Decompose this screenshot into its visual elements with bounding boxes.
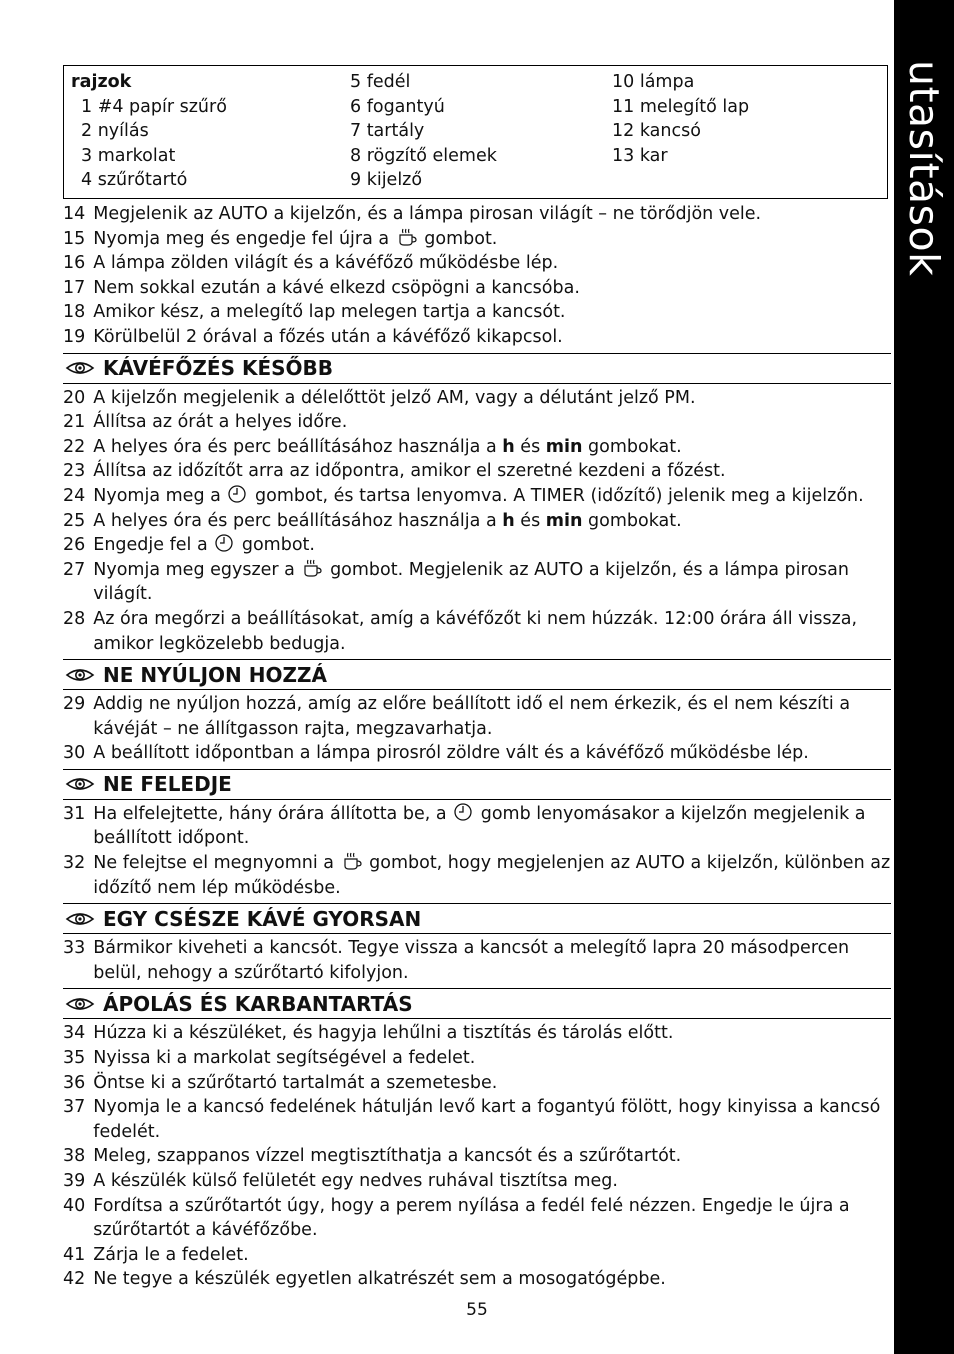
step-19	[63, 325, 891, 350]
part-item: 13 kar	[612, 145, 668, 166]
step-text	[93, 802, 891, 851]
step-text	[93, 558, 891, 607]
step-text: Megjelenik az AUTO a kijelzőn, és a lámpa pirosan világít – ne törődjön vele.	[93, 204, 762, 224]
step-text: Húzza ki a készüléket, és hagyja lehűlni a tisztítás és tárolás előtt.	[93, 1023, 674, 1044]
section-title: ÁPOLÁS ÉS KARBANTARTÁS	[103, 991, 413, 1016]
step-number: 35	[63, 1048, 86, 1069]
clock-icon	[454, 802, 473, 822]
step-18	[63, 300, 891, 325]
section-title: NE FELEDJE	[103, 772, 232, 797]
section-heading	[63, 353, 891, 384]
step-36	[63, 1071, 891, 1096]
step-number: 20	[63, 387, 86, 408]
part-item: 4 szűrőtartó	[81, 170, 188, 191]
side-tab-title	[894, 0, 954, 300]
section-title: EGY CSÉSZE KÁVÉ GYORSAN	[103, 906, 422, 931]
eye-icon	[65, 667, 95, 683]
step-33	[63, 936, 891, 985]
step-number: 36	[63, 1072, 86, 1093]
part-item: 9 kijelző	[350, 170, 423, 191]
step-text	[93, 851, 891, 900]
instructions-content	[63, 202, 891, 1292]
step-text-part: Nyomja meg egyszer a	[93, 559, 295, 580]
step-25	[63, 509, 891, 534]
coffee-cup-icon	[342, 851, 362, 871]
step-text: Öntse ki a szűrőtartó tartalmát a szemetesbe.	[93, 1072, 498, 1093]
step-15	[63, 227, 891, 252]
step-text: Állítsa az időzítőt arra az időpontra, amikor el szeretné kezdeni a főzést.	[93, 461, 726, 482]
step-number: 28	[63, 608, 86, 629]
eye-icon	[65, 776, 95, 792]
part-item: 3 markolat	[81, 145, 176, 166]
parts-heading: rajzok	[71, 72, 132, 92]
step-text-part: és	[520, 436, 541, 457]
step-text: A készülék külső felületét egy nedves ruhával tisztítsa meg.	[93, 1171, 618, 1191]
step-37	[63, 1095, 891, 1144]
step-text-part: és	[520, 510, 541, 531]
parts-column-1	[71, 70, 227, 193]
step-text: Ne tegye a készülék egyetlen alkatrészét sem a mosogatógépbe.	[93, 1269, 666, 1290]
step-text: Nem sokkal ezután a kávé elkezd csöpögni a kancsóba.	[93, 277, 580, 298]
step-number: 15	[63, 228, 86, 249]
step-27	[63, 558, 891, 607]
step-text: A beállított időpontban a lámpa pirosról zöldre vált és a kávéfőző működésbe lép.	[93, 743, 809, 764]
parts-column-2	[350, 70, 497, 193]
step-text-part: gombot. Megjelenik az AUTO a kijelzőn, és a lámpa pirosan világít.	[93, 559, 849, 605]
step-26	[63, 533, 891, 558]
step-text	[93, 484, 891, 509]
coffee-cup-icon	[397, 227, 417, 247]
step-text: A kijelzőn megjelenik a délelőttöt jelző AM, vagy a délutánt jelző PM.	[93, 387, 696, 408]
step-text: Zárja le a fedelet.	[93, 1244, 249, 1265]
step-text-part: gomb lenyomásakor a kijelzőn megjelenik a beállított időpont.	[93, 803, 866, 849]
step-21	[63, 410, 891, 435]
eye-icon	[65, 996, 95, 1012]
step-29	[63, 692, 891, 741]
step-31	[63, 802, 891, 851]
key-label: min	[545, 510, 583, 531]
step-text: Állítsa az órát a helyes időre.	[93, 412, 348, 433]
side-tab-label: utasítások	[900, 60, 948, 277]
step-30	[63, 741, 891, 766]
clock-icon	[228, 484, 247, 504]
step-35	[63, 1046, 891, 1071]
step-text-part: A helyes óra és perc beállításához használja a	[93, 436, 497, 457]
step-text: Az óra megőrzi a beállításokat, amíg a kávéfőzőt ki nem húzzák. 12:00 órára áll vissza, amikor legközelebb bedugja.	[93, 608, 858, 654]
step-22	[63, 435, 891, 460]
step-38	[63, 1144, 891, 1169]
step-number: 16	[63, 253, 86, 274]
step-text: Nyissa ki a markolat segítségével a fedelet.	[93, 1048, 476, 1069]
step-text-part: Nyomja meg a	[93, 485, 221, 506]
clock-icon	[215, 533, 234, 553]
step-number: 18	[63, 302, 86, 323]
part-item: 1 #4 papír szűrő	[81, 96, 227, 117]
step-text	[93, 435, 891, 460]
step-number: 17	[63, 277, 86, 298]
part-item: 6 fogantyú	[350, 96, 445, 117]
step-28	[63, 607, 891, 656]
part-item: 8 rögzítő elemek	[350, 145, 497, 166]
key-label: h	[502, 510, 515, 531]
step-number: 39	[63, 1171, 86, 1191]
step-number: 27	[63, 559, 86, 580]
part-item: 12 kancsó	[612, 121, 701, 142]
step-text-part: gombot.	[241, 535, 315, 556]
step-number: 40	[63, 1195, 86, 1216]
step-text: Fordítsa a szűrőtartót úgy, hogy a perem nyílása a fedél felé nézzen. Engedje le újra a szűrőtartót a kávéfőzőbe.	[93, 1195, 850, 1241]
section-heading	[63, 769, 891, 800]
step-number: 23	[63, 461, 86, 482]
step-number: 41	[63, 1244, 86, 1265]
step-text	[93, 533, 891, 558]
section-title: NE NYÚLJON HOZZÁ	[103, 662, 327, 687]
step-text: Nyomja le a kancsó fedelének hátulján levő kart a fogantyú fölött, hogy kinyissa a kancsó fedelét.	[93, 1097, 881, 1142]
step-text-part: A helyes óra és perc beállításához használja a	[93, 510, 497, 531]
page-number: 55	[466, 1300, 488, 1320]
step-40	[63, 1194, 891, 1243]
step-number: 19	[63, 326, 86, 347]
part-item: 10 lámpa	[612, 72, 695, 92]
step-24	[63, 484, 891, 509]
part-item: 5 fedél	[350, 72, 411, 92]
step-number: 31	[63, 803, 86, 824]
step-text-part: gombokat.	[588, 436, 682, 457]
step-text: A lámpa zölden világít és a kávéfőző működésbe lép.	[93, 253, 559, 274]
step-17	[63, 276, 891, 301]
step-number: 26	[63, 535, 86, 556]
step-number: 30	[63, 743, 86, 764]
step-14	[63, 202, 891, 227]
step-text-part: Ha elfelejtette, hány órára állította be, a	[93, 803, 447, 824]
key-label: min	[545, 436, 583, 457]
step-number: 38	[63, 1146, 86, 1167]
part-item: 2 nyílás	[81, 121, 149, 142]
step-text-part: gombokat.	[588, 510, 682, 531]
step-text-part: Ne felejtse el megnyomni a	[93, 853, 334, 874]
parts-column-3	[612, 70, 749, 168]
step-number: 22	[63, 436, 86, 457]
key-label: h	[502, 436, 515, 457]
step-text	[93, 227, 891, 252]
eye-icon	[65, 911, 95, 927]
step-32	[63, 851, 891, 900]
step-text-part: Nyomja meg és engedje fel újra a	[93, 228, 390, 249]
step-number: 33	[63, 938, 86, 959]
step-text: Addig ne nyúljon hozzá, amíg az előre beállított idő el nem érkezik, és el nem készíti a kávéját – ne állítgasson rajta, megzavarhatja.	[93, 694, 851, 739]
step-text: Amikor kész, a melegítő lap melegen tartja a kancsót.	[93, 302, 566, 323]
step-number: 34	[63, 1023, 86, 1044]
step-number: 14	[63, 204, 86, 224]
step-34	[63, 1021, 891, 1046]
step-20	[63, 386, 891, 411]
step-23	[63, 459, 891, 484]
step-text-part: gombot.	[424, 228, 498, 249]
part-item: 7 tartály	[350, 121, 425, 142]
step-text	[93, 509, 891, 534]
part-item: 11 melegítő lap	[612, 96, 750, 117]
step-text: Bármikor kiveheti a kancsót. Tegye vissza a kancsót a melegítő lapra 20 másodpercen belül, nehogy a szűrőtartó kifolyjon.	[93, 938, 850, 983]
step-text: Meleg, szappanos vízzel megtisztíthatja a kancsót és a szűrőtartót.	[93, 1146, 682, 1167]
step-text-part: gombot, és tartsa lenyomva. A TIMER (időzítő) jelenik meg a kijelzőn.	[255, 485, 864, 506]
step-number: 25	[63, 510, 86, 531]
step-number: 37	[63, 1097, 86, 1118]
step-text-part: Engedje fel a	[93, 535, 208, 556]
parts-list-box	[63, 65, 888, 199]
step-number: 21	[63, 412, 86, 433]
section-heading	[63, 903, 891, 934]
step-number: 42	[63, 1269, 86, 1290]
eye-icon	[65, 360, 95, 376]
step-text: Körülbelül 2 órával a főzés után a kávéfőző kikapcsol.	[93, 326, 563, 347]
step-number: 24	[63, 485, 86, 506]
section-title: KÁVÉFŐZÉS KÉSŐBB	[103, 356, 334, 381]
step-number: 32	[63, 853, 86, 874]
step-39	[63, 1169, 891, 1194]
step-16	[63, 251, 891, 276]
step-text-part: gombot, hogy megjelenjen az AUTO a kijelzőn, különben az időzítő nem lép működésbe.	[93, 853, 891, 898]
step-41	[63, 1243, 891, 1268]
coffee-cup-icon	[302, 558, 322, 578]
step-number: 29	[63, 694, 86, 715]
section-heading	[63, 659, 891, 690]
section-heading	[63, 988, 891, 1019]
step-42	[63, 1267, 891, 1292]
